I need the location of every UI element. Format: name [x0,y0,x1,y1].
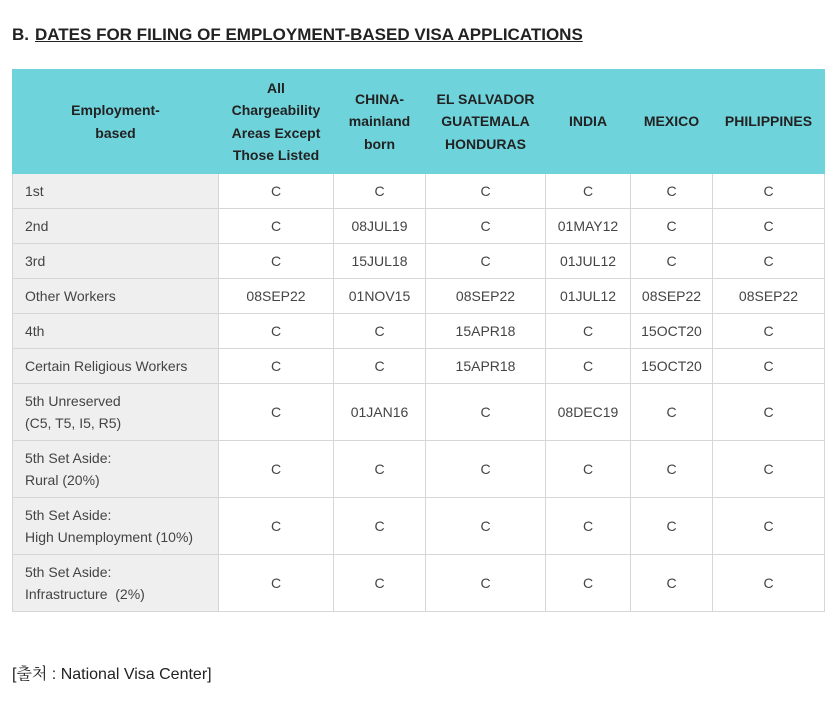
table-cell: C [713,209,825,244]
table-cell: C [334,555,426,612]
table-cell: C [546,314,631,349]
row-category: 4th [13,314,219,349]
table-cell: C [631,174,713,209]
table-header-row [13,70,825,174]
table-row [13,279,825,314]
table-cell: C [546,555,631,612]
table-cell: 08SEP22 [713,279,825,314]
table-cell: C [546,174,631,209]
table-row [13,555,825,612]
table-cell: 15APR18 [426,349,546,384]
table-cell: 15APR18 [426,314,546,349]
table-cell: C [426,384,546,441]
table-cell: 08SEP22 [219,279,334,314]
table-cell: C [219,349,334,384]
row-category: 5th Set Aside: Infrastructure (2%) [13,555,219,612]
table-cell: C [334,441,426,498]
table-cell: C [426,441,546,498]
table-cell: C [426,209,546,244]
table-row [13,314,825,349]
visa-bulletin-table [12,69,825,612]
table-cell: 01JUL12 [546,244,631,279]
table-cell: C [713,174,825,209]
row-category: 1st [13,174,219,209]
table-row [13,244,825,279]
table-cell: 01NOV15 [334,279,426,314]
table-cell: C [219,209,334,244]
row-category: 5th Set Aside: Rural (20%) [13,441,219,498]
table-cell: C [631,498,713,555]
table-cell: C [546,498,631,555]
table-cell: 08SEP22 [631,279,713,314]
table-cell: C [426,244,546,279]
header-mexico: MEXICO [631,70,713,174]
table-cell: C [713,244,825,279]
table-cell: C [219,498,334,555]
header-philippines: PHILIPPINES [713,70,825,174]
row-category: 3rd [13,244,219,279]
table-cell: 01JUL12 [546,279,631,314]
table-cell: C [334,349,426,384]
table-cell: C [631,209,713,244]
table-row [13,174,825,209]
table-cell: 08SEP22 [426,279,546,314]
table-cell: C [334,174,426,209]
table-cell: C [713,498,825,555]
table-cell: C [219,384,334,441]
row-category: 5th Set Aside: High Unemployment (10%) [13,498,219,555]
table-cell: 15OCT20 [631,349,713,384]
row-category: 2nd [13,209,219,244]
table-cell: C [631,441,713,498]
table-cell: C [219,174,334,209]
source-caption: [출처 : National Visa Center] [12,666,212,683]
table-cell: C [713,441,825,498]
table-cell: C [219,441,334,498]
section-prefix: B. [12,25,29,44]
table-cell: C [631,555,713,612]
table-cell: C [546,349,631,384]
row-category: Certain Religious Workers [13,349,219,384]
table-cell: C [546,441,631,498]
table-cell: C [426,174,546,209]
table-cell: 01MAY12 [546,209,631,244]
table-cell: C [713,314,825,349]
table-cell: C [426,498,546,555]
table-cell: C [631,384,713,441]
table-cell: 01JAN16 [334,384,426,441]
table-cell: C [713,349,825,384]
table-cell: C [219,244,334,279]
table-cell: C [713,555,825,612]
table-cell: C [631,244,713,279]
table-row [13,384,825,441]
table-cell: C [426,555,546,612]
table-cell: C [713,384,825,441]
section-heading [12,25,583,45]
header-el-salvador-guatemala-honduras: EL SALVADOR GUATEMALA HONDURAS [426,70,546,174]
header-india: INDIA [546,70,631,174]
row-category: Other Workers [13,279,219,314]
table-cell: 08JUL19 [334,209,426,244]
table-cell: 08DEC19 [546,384,631,441]
table-cell: 15OCT20 [631,314,713,349]
table-cell: C [219,314,334,349]
header-all-chargeability: All Chargeability Areas Except Those Listed [219,70,334,174]
table-cell: C [219,555,334,612]
header-china: CHINA- mainland born [334,70,426,174]
table-row [13,209,825,244]
table-cell: C [334,498,426,555]
table-row [13,498,825,555]
table-row [13,349,825,384]
table-cell: C [334,314,426,349]
header-employment-based: Employment- based [13,70,219,174]
row-category: 5th Unreserved (C5, T5, I5, R5) [13,384,219,441]
table-cell: 15JUL18 [334,244,426,279]
table-row [13,441,825,498]
section-title: DATES FOR FILING OF EMPLOYMENT-BASED VISA APPLICATIONS [35,25,583,44]
